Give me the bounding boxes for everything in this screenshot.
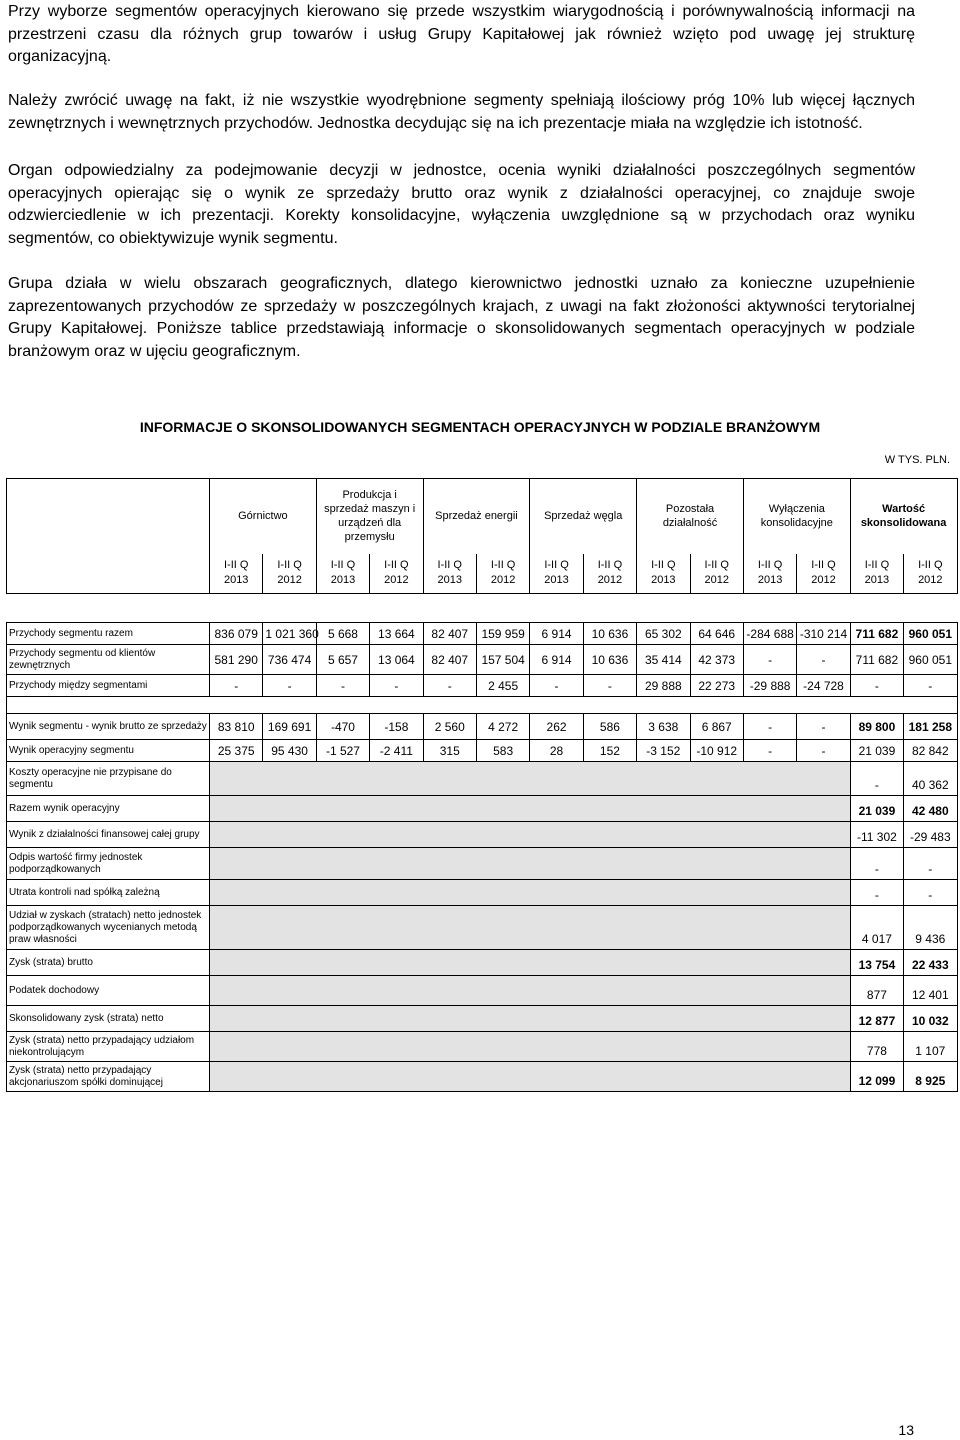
value-cell: 583 — [476, 740, 529, 762]
value-cell: 28 — [530, 740, 583, 762]
value-cell: 25 375 — [210, 740, 263, 762]
total-value-cell: 778 — [850, 1032, 903, 1062]
row-label: Wynik segmentu - wynik brutto ze sprzedaży — [7, 714, 210, 740]
total-value-cell: -11 302 — [850, 822, 903, 848]
total-row — [7, 822, 958, 848]
total-value-cell: 1 107 — [904, 1032, 957, 1062]
period-quarter: I-II Q — [223, 559, 249, 572]
total-value-cell: - — [850, 880, 903, 906]
total-value-cell: - — [850, 848, 903, 880]
value-cell: 586 — [583, 714, 636, 740]
value-cell: 581 290 — [210, 645, 263, 675]
period-year: 2012 — [704, 574, 729, 587]
value-cell: -3 152 — [637, 740, 690, 762]
row-label: Koszty operacyjne nie przypisane do segmentu — [7, 762, 210, 796]
value-cell: -29 888 — [743, 675, 796, 697]
row-label: Przychody segmentu razem — [7, 623, 210, 645]
value-cell: 836 079 — [210, 623, 263, 645]
total-value-cell: 9 436 — [904, 906, 957, 950]
value-cell: - — [797, 645, 850, 675]
row-label: Odpis wartość firmy jednostek podporządkowanych — [7, 848, 210, 880]
value-cell: - — [370, 675, 423, 697]
value-cell: 2 560 — [423, 714, 476, 740]
value-cell: 22 273 — [690, 675, 743, 697]
segment-header-row — [7, 479, 958, 554]
period-quarter: I-II Q — [757, 559, 783, 572]
segment-header-6: Wartość skonsolidowana — [850, 479, 957, 554]
period-year: 2013 — [437, 574, 462, 587]
row-label: Wynik operacyjny segmentu — [7, 740, 210, 762]
value-cell: - — [423, 675, 476, 697]
row-label: Zysk (strata) netto przypadający akcjonariuszom spółki dominującej — [7, 1062, 210, 1092]
period-header — [423, 554, 476, 594]
table-row — [7, 645, 958, 675]
row-label: Udział w zyskach (stratach) netto jednostek podporządkowanych wycenianych metodą praw własności — [7, 906, 210, 950]
value-cell: - — [530, 675, 583, 697]
value-cell: 21 039 — [850, 740, 903, 762]
period-year: 2012 — [597, 574, 623, 587]
value-cell: 6 914 — [530, 623, 583, 645]
period-quarter: I-II Q — [811, 559, 836, 572]
value-cell: 29 888 — [637, 675, 690, 697]
value-cell: 157 504 — [476, 645, 529, 675]
value-cell: 960 051 — [904, 623, 957, 645]
value-cell: 1 021 360 — [263, 623, 316, 645]
value-cell: 6 914 — [530, 645, 583, 675]
period-year: 2012 — [811, 574, 836, 587]
total-value-cell: 21 039 — [850, 796, 903, 822]
value-cell: 3 638 — [637, 714, 690, 740]
period-quarter: I-II Q — [490, 559, 516, 572]
page-number: 13 — [898, 1422, 914, 1438]
row-label: Skonsolidowany zysk (strata) netto — [7, 1006, 210, 1032]
period-header — [904, 554, 957, 594]
period-header — [797, 554, 850, 594]
value-cell: 35 414 — [637, 645, 690, 675]
value-cell: 64 646 — [690, 623, 743, 645]
period-header — [210, 554, 263, 594]
total-value-cell: 4 017 — [850, 906, 903, 950]
total-row — [7, 950, 958, 976]
value-cell: 6 867 — [690, 714, 743, 740]
value-cell: 2 455 — [476, 675, 529, 697]
total-row — [7, 1062, 958, 1092]
total-row — [7, 848, 958, 880]
total-value-cell: - — [850, 762, 903, 796]
period-year: 2012 — [277, 574, 302, 587]
value-cell: 95 430 — [263, 740, 316, 762]
header-corner-lower — [7, 554, 210, 594]
segment-header-1: Produkcja i sprzedaż maszyn i urządzeń dla przemysłu — [316, 479, 423, 554]
value-cell: - — [850, 675, 903, 697]
separator-row — [7, 594, 958, 623]
total-value-cell: 13 754 — [850, 950, 903, 976]
value-cell: - — [904, 675, 957, 697]
value-cell: 152 — [583, 740, 636, 762]
value-cell: 315 — [423, 740, 476, 762]
separator-cell — [7, 697, 958, 714]
value-cell: - — [263, 675, 316, 697]
value-cell: -1 527 — [316, 740, 369, 762]
row-label: Razem wynik operacyjny — [7, 796, 210, 822]
table-row — [7, 740, 958, 762]
total-row — [7, 796, 958, 822]
row-label: Przychody segmentu od klientów zewnętrznych — [7, 645, 210, 675]
period-header — [637, 554, 690, 594]
row-label: Zysk (strata) netto przypadający udziałom niekontrolującym — [7, 1032, 210, 1062]
value-cell: 159 959 — [476, 623, 529, 645]
table-title: INFORMACJE O SKONSOLIDOWANYCH SEGMENTACH OPERACYJNYCH W PODZIALE BRANŻOWYM — [139, 419, 821, 435]
period-quarter: I-II Q — [277, 559, 302, 572]
period-year: 2013 — [651, 574, 676, 587]
table-row — [7, 623, 958, 645]
period-quarter: I-II Q — [651, 559, 676, 572]
total-row — [7, 1006, 958, 1032]
empty-segment-area — [210, 1006, 851, 1032]
period-year: 2012 — [918, 574, 943, 587]
unit-label: W TYS. PLN. — [884, 454, 950, 466]
period-year: 2013 — [544, 574, 569, 587]
period-year: 2012 — [490, 574, 516, 587]
value-cell: 82 407 — [423, 623, 476, 645]
total-row — [7, 1032, 958, 1062]
empty-segment-area — [210, 1062, 851, 1092]
total-value-cell: 22 433 — [904, 950, 957, 976]
total-value-cell: 8 925 — [904, 1062, 957, 1092]
period-header-row — [7, 554, 958, 594]
total-row — [7, 762, 958, 796]
empty-segment-area — [210, 976, 851, 1006]
empty-segment-area — [210, 906, 851, 950]
table-row — [7, 675, 958, 697]
period-quarter: I-II Q — [597, 559, 623, 572]
total-value-cell: - — [904, 848, 957, 880]
paragraph-threshold-note: Należy zwrócić uwagę na fakt, iż nie wszystkie wyodrębnione segmenty spełniają ilościowy próg 10% lub więcej łącznych zewnętrznych i wewnętrznych przychodów. Jednostka decydując się na ich prezentacje miała na względzie ich istotność. — [8, 92, 915, 132]
total-row — [7, 906, 958, 950]
segment-header-0: Górnictwo — [210, 479, 317, 554]
value-cell: - — [797, 740, 850, 762]
paragraph-geography: Grupa działa w wielu obszarach geograficznych, dlatego kierownictwo jednostki uznało za konieczne uzupełnienie zaprezentowanych przychodów ze sprzedaży w poszczególnych krajach, z uwagi na fakt złożoności aktywności terytorialnej Grupy Kapitałowej. Poniższe tablice przedstawiają informacje o skonsolidowanych segmentach operacyjnych w podziale branżowym oraz w ujęciu geograficznym. — [8, 275, 915, 360]
value-cell: - — [743, 740, 796, 762]
paragraph-decision-body: Organ odpowiedzialny za podejmowanie decyzji w jednostce, ocenia wyniki działalności poszczególnych segmentów operacyjnych opierając się o wynik ze sprzedaży brutto oraz wynik z działalności operacyjnej, co znajduje swoje odzwierciedlenie w ich prezentacji. Korekty konsolidacyjne, wyłączenia uwzględnione są w przychodach oraz wyniku segmentów, co obiektywizuje wynik segmentu. — [8, 162, 915, 247]
period-year: 2013 — [330, 574, 356, 587]
value-cell: 10 636 — [583, 645, 636, 675]
segment-header-4: Pozostała działalność — [637, 479, 744, 554]
value-cell: 82 407 — [423, 645, 476, 675]
header-corner — [7, 479, 210, 554]
empty-segment-area — [210, 848, 851, 880]
period-quarter: I-II Q — [330, 559, 356, 572]
value-cell: 13 064 — [370, 645, 423, 675]
period-year: 2012 — [384, 574, 409, 587]
empty-segment-area — [210, 762, 851, 796]
value-cell: 169 691 — [263, 714, 316, 740]
value-cell: 42 373 — [690, 645, 743, 675]
value-cell: 65 302 — [637, 623, 690, 645]
value-cell: 711 682 — [850, 623, 903, 645]
row-label: Przychody między segmentami — [7, 675, 210, 697]
period-header — [370, 554, 423, 594]
value-cell: - — [797, 714, 850, 740]
value-cell: -24 728 — [797, 675, 850, 697]
value-cell: -470 — [316, 714, 369, 740]
total-value-cell: 10 032 — [904, 1006, 957, 1032]
empty-segment-area — [210, 950, 851, 976]
empty-segment-area — [210, 1032, 851, 1062]
total-value-cell: 12 099 — [850, 1062, 903, 1092]
value-cell: 5 657 — [316, 645, 369, 675]
period-quarter: I-II Q — [864, 559, 890, 572]
value-cell: -310 214 — [797, 623, 850, 645]
value-cell: 82 842 — [904, 740, 957, 762]
total-row — [7, 976, 958, 1006]
paragraph-segment-selection: Przy wyborze segmentów operacyjnych kierowano się przede wszystkim wiarygodnością i porównywalnością informacji na przestrzeni czasu dla różnych grup towarów i usług Grupy Kapitałowej jak również wzięto pod uwagę jej strukturę organizacyjną. — [8, 3, 915, 65]
period-header — [743, 554, 796, 594]
value-cell: 711 682 — [850, 645, 903, 675]
value-cell: 736 474 — [263, 645, 316, 675]
period-quarter: I-II Q — [437, 559, 462, 572]
total-value-cell: 12 877 — [850, 1006, 903, 1032]
period-header — [583, 554, 636, 594]
total-value-cell: 12 401 — [904, 976, 957, 1006]
value-cell: - — [210, 675, 263, 697]
period-quarter: I-II Q — [544, 559, 569, 572]
total-value-cell: 40 362 — [904, 762, 957, 796]
value-cell: -284 688 — [743, 623, 796, 645]
total-value-cell: - — [904, 880, 957, 906]
row-label: Zysk (strata) brutto — [7, 950, 210, 976]
segment-header-5: Wyłączenia konsolidacyjne — [743, 479, 850, 554]
period-header — [316, 554, 369, 594]
value-cell: -158 — [370, 714, 423, 740]
period-header — [476, 554, 529, 594]
segments-table — [6, 478, 958, 1092]
period-quarter: I-II Q — [918, 559, 943, 572]
value-cell: 89 800 — [850, 714, 903, 740]
value-cell: 262 — [530, 714, 583, 740]
value-cell: 960 051 — [904, 645, 957, 675]
total-value-cell: 42 480 — [904, 796, 957, 822]
total-row — [7, 880, 958, 906]
value-cell: -10 912 — [690, 740, 743, 762]
period-year: 2013 — [223, 574, 249, 587]
table-row — [7, 714, 958, 740]
value-cell: -2 411 — [370, 740, 423, 762]
total-value-cell: 877 — [850, 976, 903, 1006]
value-cell: 83 810 — [210, 714, 263, 740]
separator-row — [7, 697, 958, 714]
row-label: Podatek dochodowy — [7, 976, 210, 1006]
empty-segment-area — [210, 880, 851, 906]
period-header — [263, 554, 316, 594]
segment-header-2: Sprzedaż energii — [423, 479, 530, 554]
segment-header-3: Sprzedaż węgla — [530, 479, 637, 554]
period-year: 2013 — [757, 574, 783, 587]
value-cell: 181 258 — [904, 714, 957, 740]
value-cell: 4 272 — [476, 714, 529, 740]
period-header — [690, 554, 743, 594]
value-cell: - — [743, 714, 796, 740]
period-quarter: I-II Q — [384, 559, 409, 572]
empty-segment-area — [210, 796, 851, 822]
period-quarter: I-II Q — [704, 559, 729, 572]
row-label: Wynik z działalności finansowej całej grupy — [7, 822, 210, 848]
total-value-cell: -29 483 — [904, 822, 957, 848]
row-label: Utrata kontroli nad spółką zależną — [7, 880, 210, 906]
period-year: 2013 — [864, 574, 890, 587]
value-cell: 13 664 — [370, 623, 423, 645]
value-cell: 5 668 — [316, 623, 369, 645]
value-cell: 10 636 — [583, 623, 636, 645]
period-header — [530, 554, 583, 594]
empty-segment-area — [210, 822, 851, 848]
value-cell: - — [743, 645, 796, 675]
value-cell: - — [316, 675, 369, 697]
value-cell: - — [583, 675, 636, 697]
period-header — [850, 554, 903, 594]
